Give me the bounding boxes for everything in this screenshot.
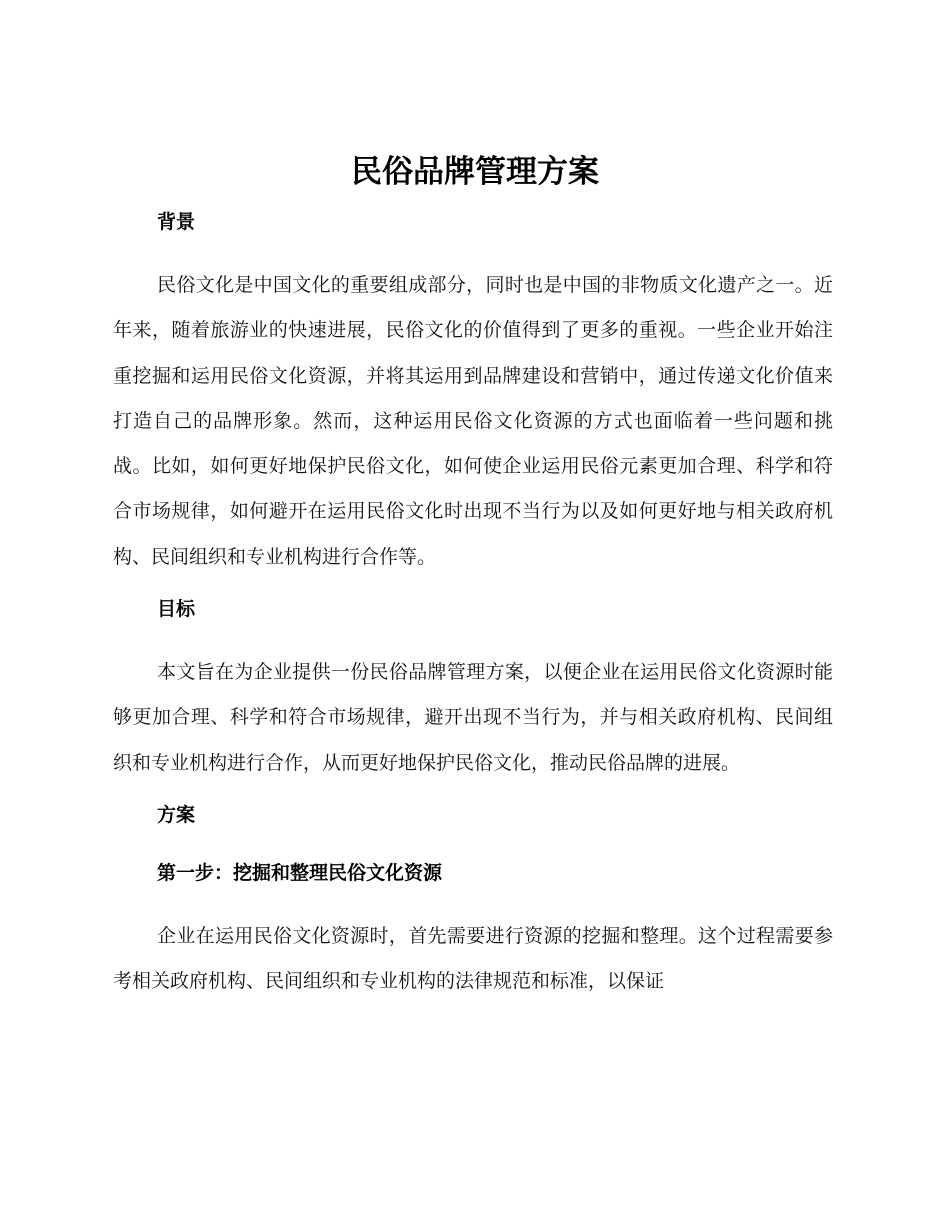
paragraph-step1: 企业在运用民俗文化资源时，首先需要进行资源的挖掘和整理。这个过程需要参考相关政府机构、民间组织和专业机构的法律规范和标准，以保证 <box>113 924 833 993</box>
document-body <box>113 205 833 1017</box>
section-heading-plan: 方案 <box>157 803 196 826</box>
section-heading-step1: 第一步：挖掘和整理民俗文化资源 <box>157 861 443 884</box>
document-title: 民俗品牌管理方案 <box>351 154 599 190</box>
section-heading-goal: 目标 <box>157 598 196 621</box>
section-heading-background: 背景 <box>157 211 196 233</box>
paragraph-background: 民俗文化是中国文化的重要组成部分，同时也是中国的非物质文化遗产之一。近年来，随着旅游业的快速进展，民俗文化的价值得到了更多的重视。一些企业开始注重挖掘和运用民俗文化资源，并将其运用到品牌建设和营销中，通过传递文化价值来打造自己的品牌形象。然而，这种运用民俗文化资源的方式也面临着一些问题和挑战。比如，如何更好地保护民俗文化，如何使企业运用民俗元素更加合理、科学和符合市场规律，如何避开在运用民俗文化时出现不当行为以及如何更好地与相关政府机构、民间组织和专业机构进行合作等。 <box>113 274 833 568</box>
paragraph-goal: 本文旨在为企业提供一份民俗品牌管理方案，以便企业在运用民俗文化资源时能够更加合理、科学和符合市场规律，避开出现不当行为，并与相关政府机构、民间组织和专业机构进行合作，从而更好地保护民俗文化，推动民俗品牌的进展。 <box>113 661 833 774</box>
